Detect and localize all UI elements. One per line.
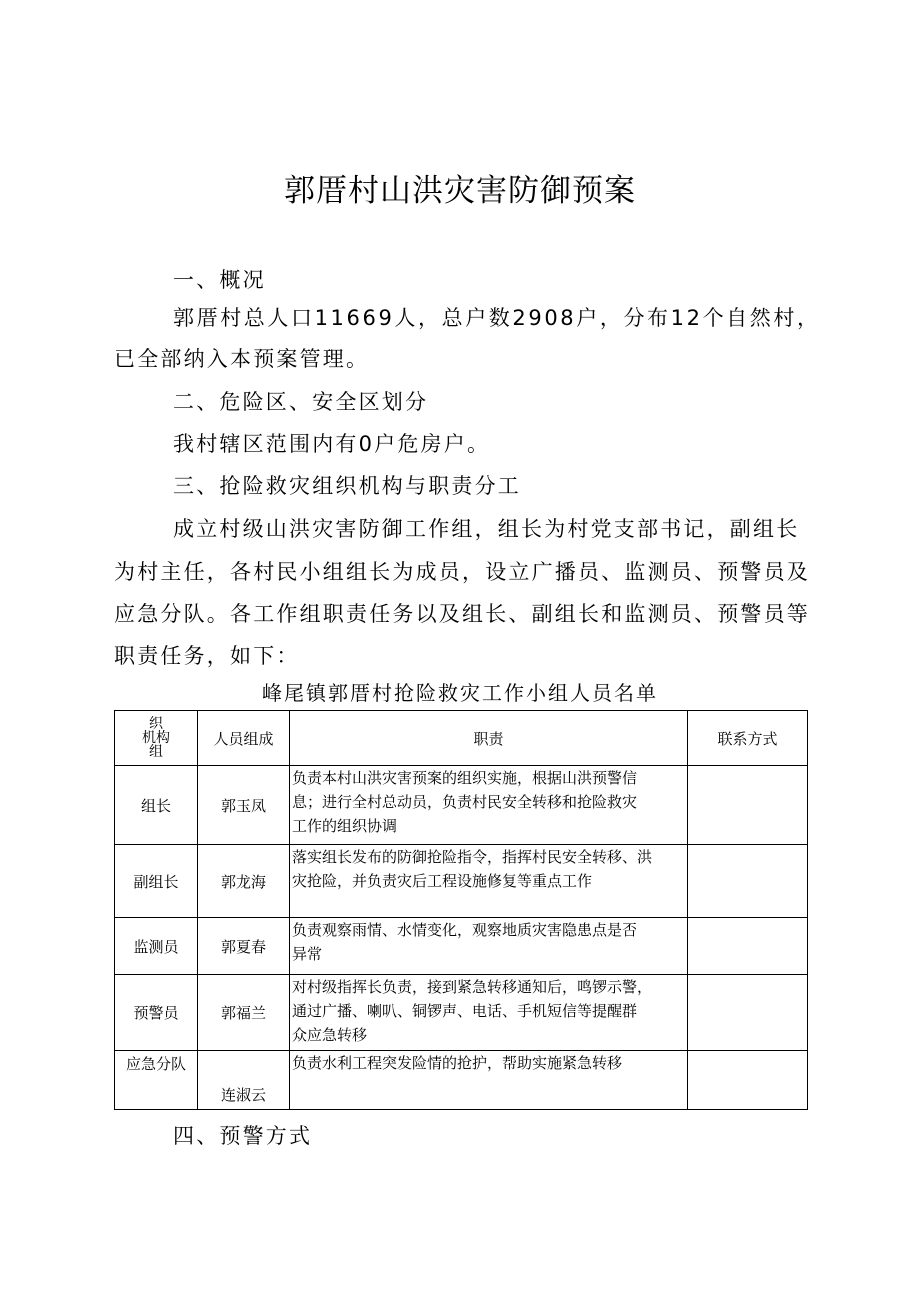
duty-line: 负责本村山洪灾害预案的组织实施，根据山洪预警信 [292, 769, 638, 787]
duty-line: 息；进行全村总动员，负责村民安全转移和抢险救灾 [292, 793, 638, 811]
header-org-line2: 机构 [142, 730, 170, 746]
duty-cell [290, 845, 688, 918]
contact-cell [688, 918, 808, 975]
section1-text-line2: 已全部纳入本预案管理。 [114, 347, 370, 371]
section3-text-line3: 应急分队。各工作组职责任务以及组长、副组长和监测员、预警员等 [114, 602, 810, 626]
role-cell: 组长 [115, 766, 198, 845]
header-org-line3: 组 [149, 744, 163, 760]
duty-line: 落实组长发布的防御抢险指令，指挥村民安全转移、洪 [292, 848, 653, 866]
duty-line: 通过广播、喇叭、铜锣声、电话、手机短信等提醒群 [292, 1002, 638, 1020]
section1-text-line1: 郭厝村总人口11669人，总户数2908户，分布12个自然村， [173, 306, 821, 330]
duty-line: 工作的组织协调 [292, 817, 398, 835]
duty-line: 负责观察雨情、水情变化，观察地质灾害隐患点是否 [292, 921, 638, 939]
duty-line: 异常 [292, 945, 323, 963]
header-org [115, 711, 198, 766]
contact-cell [688, 975, 808, 1051]
section2-heading: 二、危险区、安全区划分 [173, 390, 429, 414]
role-cell: 预警员 [115, 975, 198, 1051]
contact-cell [688, 1051, 808, 1110]
document-title: 郭厝村山洪灾害防御预案 [284, 173, 636, 209]
table-row [115, 766, 808, 845]
section2-text: 我村辖区范围内有0户危房户。 [173, 432, 491, 456]
duty-cell [290, 1051, 688, 1110]
duty-line: 众应急转移 [292, 1026, 368, 1044]
table-row [115, 1051, 808, 1110]
table-row [115, 918, 808, 975]
role-cell: 监测员 [115, 918, 198, 975]
header-members: 人员组成 [198, 711, 290, 766]
staff-table [114, 710, 808, 1110]
name-cell: 连淑云 [198, 1051, 290, 1110]
header-org-line1: 织 [149, 716, 163, 732]
duty-cell [290, 975, 688, 1051]
table-row [115, 975, 808, 1051]
header-contact: 联系方式 [688, 711, 808, 766]
contact-cell [688, 766, 808, 845]
contact-cell [688, 845, 808, 918]
duty-cell [290, 918, 688, 975]
role-cell: 副组长 [115, 845, 198, 918]
section3-text-line1: 成立村级山洪灾害防御工作组，组长为村党支部书记，副组长 [173, 517, 800, 541]
name-cell: 郭夏春 [198, 918, 290, 975]
name-cell: 郭龙海 [198, 845, 290, 918]
section4-heading: 四、预警方式 [173, 1124, 313, 1148]
section3-heading: 三、抢险救灾组织机构与职责分工 [173, 474, 521, 498]
section3-text-line2: 为村主任，各村民小组组长为成员，设立广播员、监测员、预警员及 [114, 560, 810, 584]
table-row [115, 845, 808, 918]
duty-line: 灾抢险，并负责灾后工程设施修复等重点工作 [292, 872, 593, 890]
table-header-row [115, 711, 808, 766]
name-cell: 郭福兰 [198, 975, 290, 1051]
name-cell: 郭玉凤 [198, 766, 290, 845]
role-cell: 应急分队 [115, 1051, 198, 1110]
header-duty: 职责 [290, 711, 688, 766]
section1-heading: 一、概况 [173, 268, 266, 292]
section3-text-line4: 职责任务，如下： [114, 644, 300, 668]
duty-line: 对村级指挥长负责，接到紧急转移通知后，鸣锣示警， [292, 978, 653, 996]
table-caption: 峰尾镇郭厝村抢险救灾工作小组人员名单 [262, 681, 658, 705]
duty-cell [290, 766, 688, 845]
duty-line: 负责水利工程突发险情的抢护，帮助实施紧急转移 [292, 1054, 623, 1072]
